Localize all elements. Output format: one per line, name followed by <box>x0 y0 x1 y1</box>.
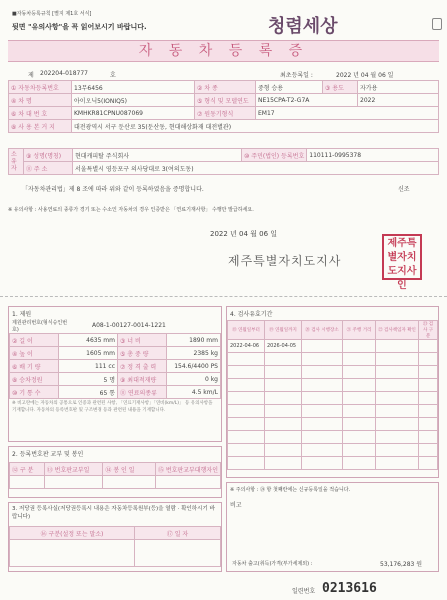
phone-icon <box>432 18 442 30</box>
spec-value: 4635 mm <box>59 334 118 347</box>
page-title: 자 동 차 등 록 증 <box>138 43 309 59</box>
notice-text: 뒷면 "유의사항"을 꼭 읽어보시기 바랍니다. <box>12 23 147 31</box>
corp-no: 110111-0995378 <box>307 149 439 162</box>
model-label: ⑤ 형식 및 모델연도 <box>195 94 256 107</box>
spec-value: 2385 kg <box>167 347 221 360</box>
owner-label: 소유자 <box>9 149 24 175</box>
type-label: ② 차 종 <box>195 81 256 94</box>
spec-label: ⑧ 승차정원 <box>10 373 59 386</box>
spec-label: ④ 높 이 <box>10 347 59 360</box>
name-value: 아이오닉5(IONIQ5) <box>72 94 195 107</box>
specs-header: 1. 제원 <box>12 311 32 318</box>
spec-value: 1605 mm <box>59 347 118 360</box>
fee-label: 신조 <box>398 186 410 193</box>
inspection-col: ㉓ 검사 구분 <box>419 321 438 340</box>
plate-issue-header: 2. 등록번호판 교부 및 봉인 <box>12 451 84 458</box>
spec-label: ⑪ 연료의종류 <box>118 386 167 399</box>
price-value: 53,176,283 원 <box>380 561 423 568</box>
mortgage-col: ⑯ 구분(설정 또는 말소) <box>10 527 135 540</box>
name-label: ④ 차 명 <box>9 94 72 107</box>
caution-text: ※ 유의사항 : 사용연료의 종류가 경기 또는 수소인 자동차의 경우 인증받은 「연료기재사항」 수행만 발급하세요. <box>8 207 254 213</box>
plate-col: ⑮ 번호판교부대행자인 <box>155 463 220 476</box>
fold-line <box>0 296 447 297</box>
inspection-header: 4. 검사유효기간 <box>230 311 273 318</box>
engine-value: EM17 <box>256 107 439 120</box>
first-reg-date: 2022 년 04 월 06 일 <box>336 72 394 79</box>
mortgage-header: 3. 저당권 등록사실(저당권등록시 내용은 자동차등록원부(등)을 열람 · 확인하시기 바랍니다) <box>12 506 215 520</box>
spec-no-label: 제원관리번호(형식승인번호) <box>12 320 68 333</box>
remarks-caution: ※ 주의사항 : ㉔ 항 첫째란에는 신규등록일을 적습니다. <box>230 487 351 493</box>
engine-label: ⑦ 원동기형식 <box>195 107 256 120</box>
model-value: NE15CPA-T2-G7A <box>256 94 358 107</box>
spec-value: 4.5 km/L <box>167 386 221 399</box>
spec-rows <box>9 333 221 399</box>
inspection-col: ⑳ 검사 시행장소 <box>302 321 343 340</box>
plate-value: 13무6456 <box>72 81 195 94</box>
plate-issue-table <box>9 462 221 489</box>
owner-name: 현대캐피탈 주식회사 <box>73 149 242 162</box>
vin-label: ⑥ 차 대 번 호 <box>9 107 72 120</box>
price-label: 자동차 출고(취득)가격(부가세제외) : <box>232 561 313 567</box>
use-value: 자가용 <box>358 81 439 94</box>
inspection-table <box>227 320 438 470</box>
seal-text: 제주특별자치도지사인 <box>387 238 417 291</box>
model-year: 2022 <box>358 94 439 107</box>
location-label: ⑧ 사 용 본 거 지 <box>9 120 72 133</box>
address-label: ⑪ 주 소 <box>24 162 73 175</box>
inspection-col: ⑲ 연월일까지 <box>265 321 302 340</box>
official-seal <box>382 234 422 291</box>
first-reg-label: 최초등록일 : <box>280 72 313 79</box>
inspection-col: ㉑ 주행 거리 <box>343 321 376 340</box>
spec-label: ⑨ 최대적재량 <box>118 373 167 386</box>
inspection-to: 2026-04-05 <box>265 340 302 353</box>
corp-no-label: ⑩ 주민(법인) 등록번호 <box>242 149 307 162</box>
plate-col: ⑫ 구 분 <box>10 463 45 476</box>
registration-table <box>8 80 439 133</box>
spec-value: 111 cc <box>59 360 118 373</box>
inspection-col: ⑱ 연월일부터 <box>228 321 265 340</box>
spec-no: A08-1-00127-0014-1221 <box>92 322 166 329</box>
spec-value: 1890 mm <box>167 334 221 347</box>
reg-no-label: 제 <box>28 72 34 79</box>
title-bar <box>8 40 439 62</box>
reg-no: 202204-018777 <box>40 70 88 77</box>
owner-table <box>8 148 439 175</box>
spec-label: ② 길 이 <box>10 334 59 347</box>
serial-number: 0213616 <box>322 581 377 596</box>
remarks-label: 비고 <box>230 502 242 509</box>
vin-value: KMHKR81CPNU087069 <box>72 107 195 120</box>
address-value: 서울특별시 영등포구 의사당대로 3(여의도동) <box>73 162 439 175</box>
specs-notes: ※ 비고란에는 자동차의 공통으로 인증과 관련된 사항, 「연료기재사항」「연비(km/L)」 등 유의사항을 기재합니다. 자동차의 등록번호판 및 구조변경 등과 관련된 내용을 기재합니다. <box>12 401 213 413</box>
plate-col: ⑭ 봉 인 일 <box>103 463 156 476</box>
plate-label: ① 자동차등록번호 <box>9 81 72 94</box>
issuer-name: 제주특별자치도지사 <box>228 254 342 268</box>
spec-value: 65 통 <box>59 386 118 399</box>
issue-date: 2022 년 04 월 06 일 <box>210 230 278 238</box>
plate-col: ⑬ 번호판교부일 <box>44 463 103 476</box>
integrity-logo: 청렴세상 <box>268 16 338 37</box>
spec-label: ③ 너 비 <box>118 334 167 347</box>
mortgage-col: ⑰ 일 자 <box>135 527 221 540</box>
spec-label: ⑦ 정 격 출 력 <box>118 360 167 373</box>
spec-label: ⑤ 총 중 량 <box>118 347 167 360</box>
type-value: 중형 승용 <box>256 81 323 94</box>
serial-label: 일련번호 <box>292 588 316 595</box>
location-value: 대전광역시 서구 둔산로 35(둔산동, 현대해상화재 대전별관) <box>72 120 439 133</box>
spec-label: ⑩ 기 통 수 <box>10 386 59 399</box>
mortgage-table <box>9 526 221 567</box>
spec-label: ⑥ 배 기 량 <box>10 360 59 373</box>
form-number: ■자동차등록규칙 [별지 제1호 서식] <box>12 11 92 17</box>
reg-no-suffix: 호 <box>110 72 116 79</box>
spec-value: 5 명 <box>59 373 118 386</box>
inspection-from: 2022-04-06 <box>228 340 265 353</box>
spec-value: 154.6/4400 PS <box>167 360 221 373</box>
inspection-col: ㉒ 검사책임자 확인 <box>376 321 419 340</box>
certify-text: 「자동차관리법」제 8 조에 따라 위와 같이 등록하였음을 증명합니다. <box>22 186 204 193</box>
spec-value: 0 kg <box>167 373 221 386</box>
use-label: ③ 용도 <box>323 81 358 94</box>
owner-name-label: ⑨ 성명(명칭) <box>24 149 73 162</box>
